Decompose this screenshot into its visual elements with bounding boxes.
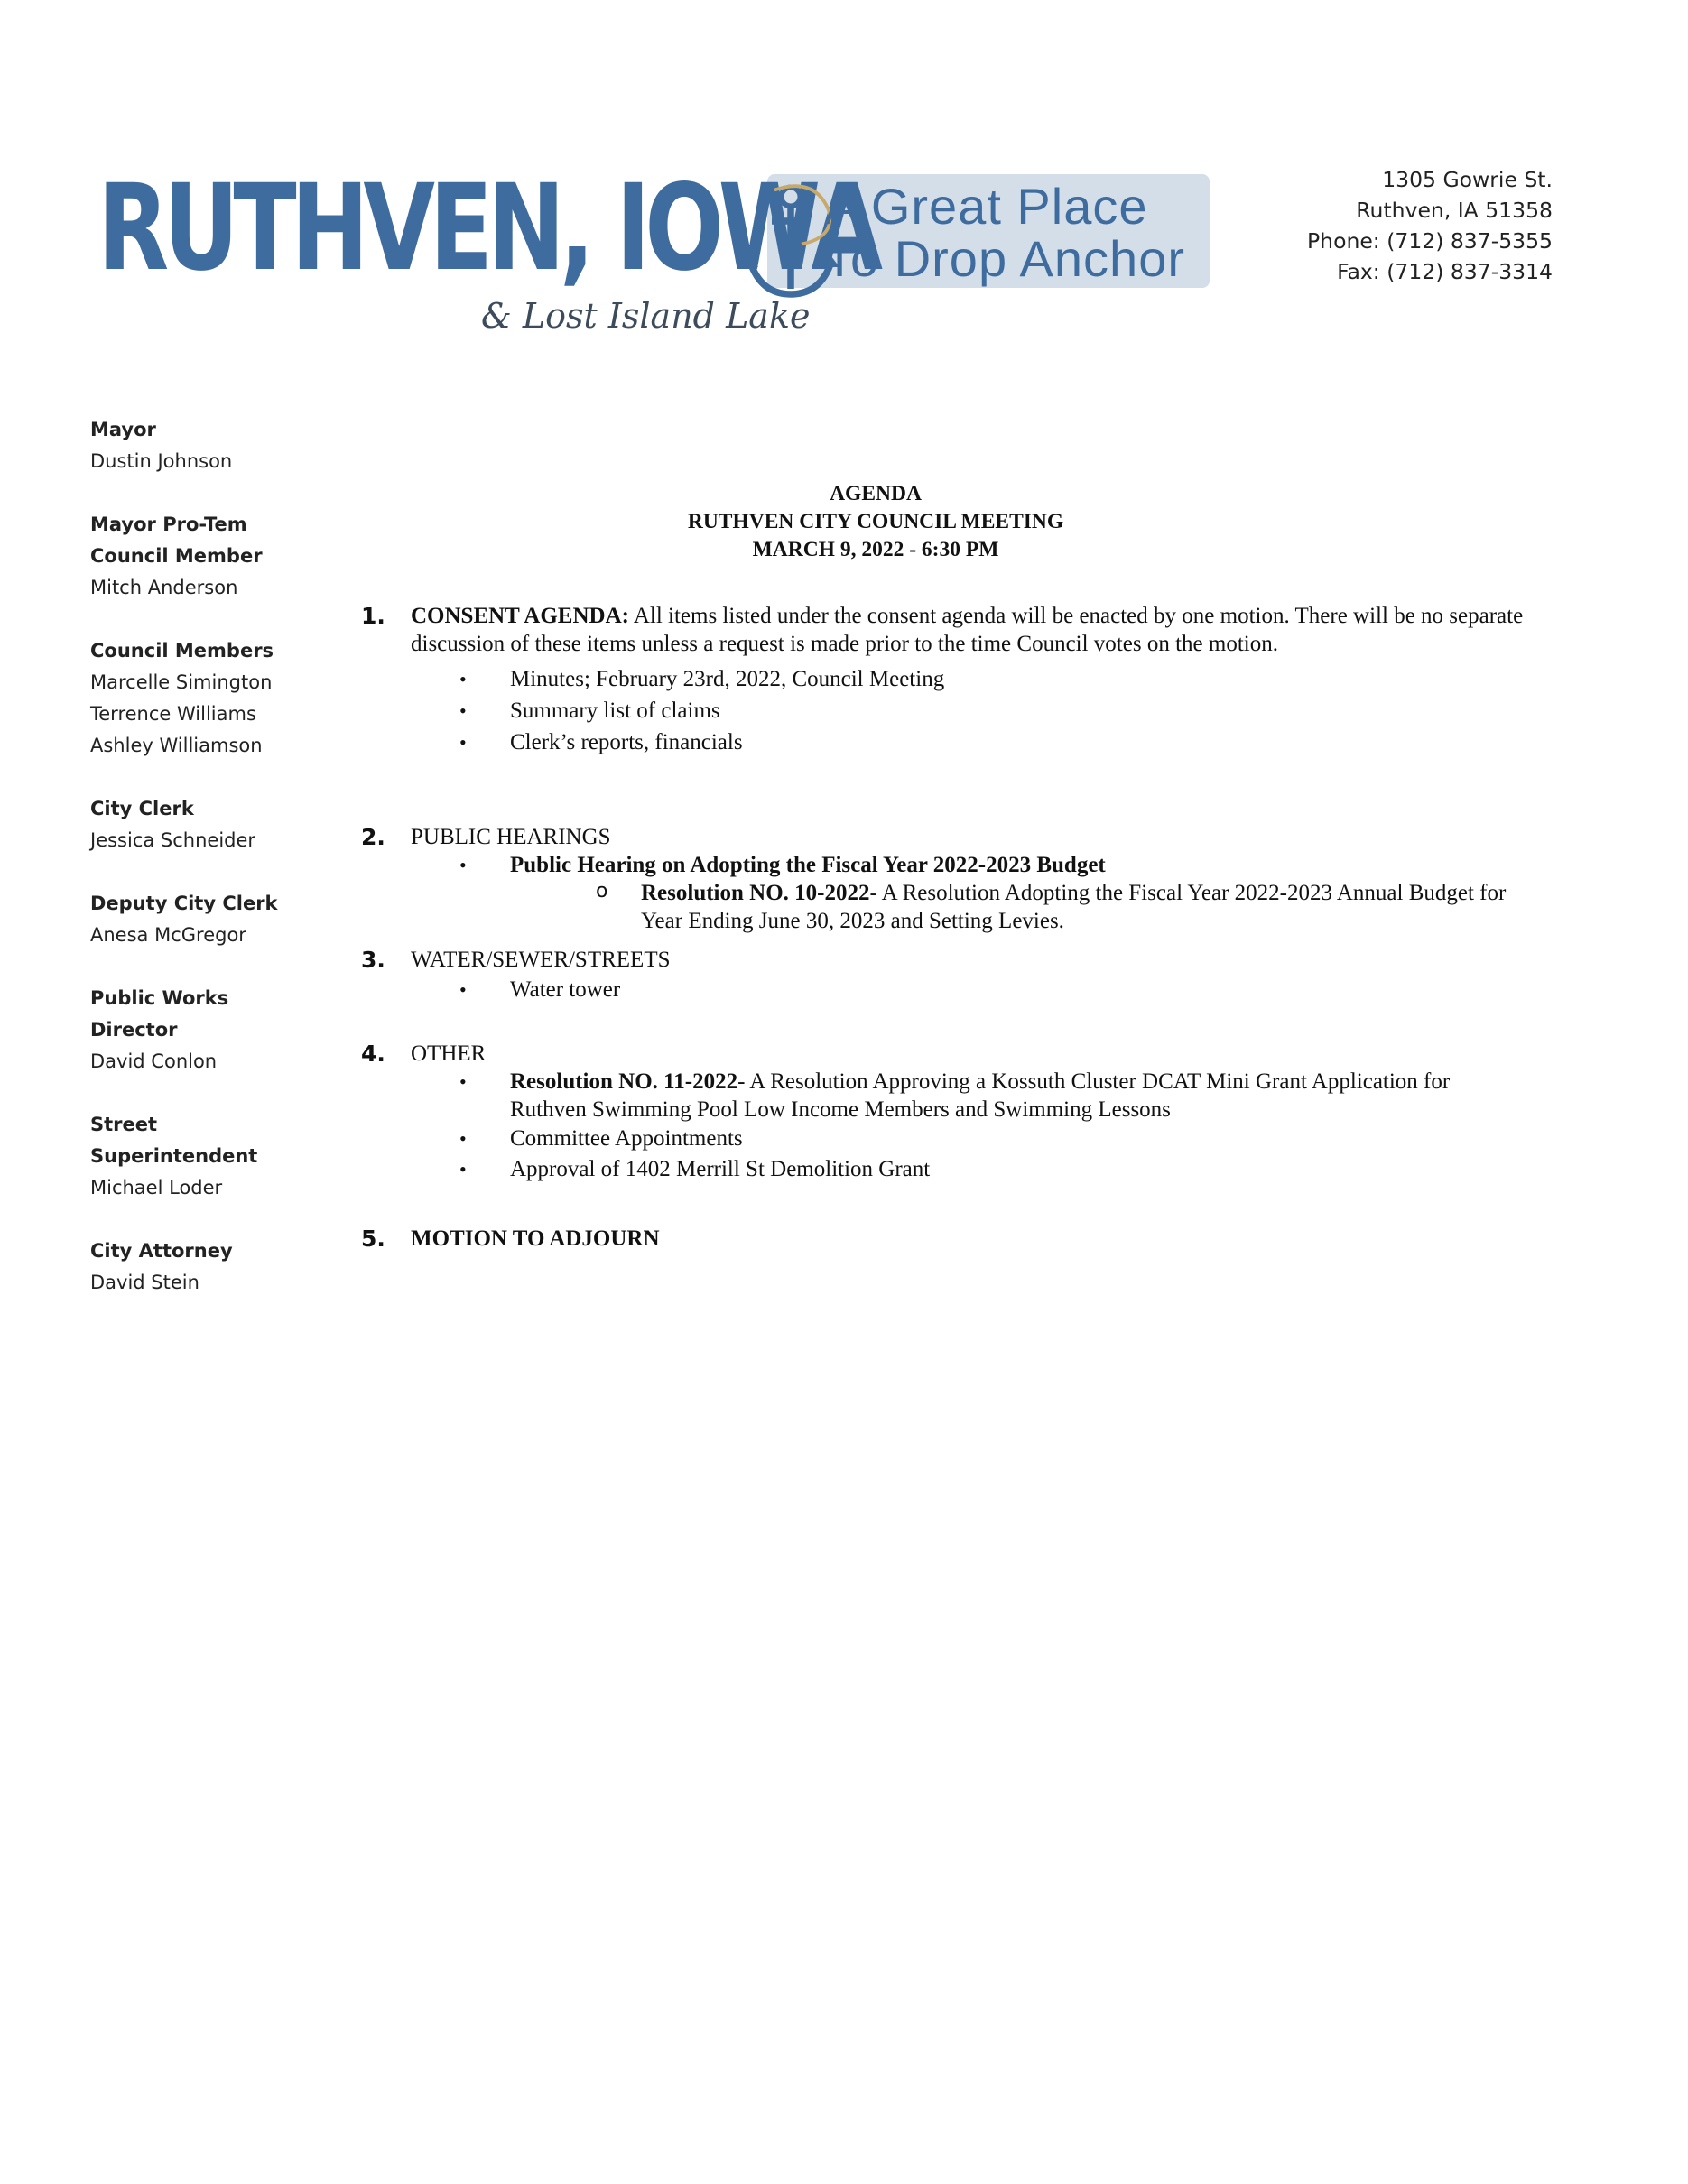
sidebar-title: Council Members bbox=[90, 640, 274, 662]
list-item: • Minutes; February 23rd, 2022, Council Meeting bbox=[411, 663, 1526, 695]
logo-subtitle: & Lost Island Lake bbox=[481, 296, 811, 336]
resolution-number: Resolution NO. 11-2022 bbox=[510, 1069, 738, 1094]
item-title: MOTION TO ADJOURN bbox=[411, 1226, 660, 1251]
item-bullets bbox=[411, 663, 1526, 758]
sidebar-title: Council Member bbox=[90, 545, 263, 567]
meeting-name: RUTHVEN CITY COUNCIL MEETING bbox=[687, 510, 1064, 533]
sidebar-title: Public Works bbox=[90, 987, 229, 1009]
list-item: • Committee Appointments bbox=[411, 1124, 1526, 1154]
list-item: • Approval of 1402 Merrill St Demolition Grant bbox=[411, 1154, 1526, 1185]
resolution-text: - A Resolution Approving a Kossuth Cluster DCAT Mini Grant Application for Ruthven Swimming Pool Low Income Members and Swimming Lessons bbox=[510, 1069, 1451, 1122]
sidebar-title: Mayor Pro-Tem bbox=[90, 514, 247, 535]
list-item bbox=[411, 851, 1526, 935]
item-bullets bbox=[411, 974, 1526, 1005]
sidebar-group-pro-tem bbox=[90, 509, 307, 604]
sidebar-group-attorney bbox=[90, 1235, 307, 1299]
agenda-item-4 bbox=[361, 1040, 1526, 1185]
sidebar-name: Dustin Johnson bbox=[90, 450, 233, 472]
address-fax: Fax: (712) 837-3314 bbox=[1337, 259, 1553, 284]
city-address-block bbox=[1307, 164, 1553, 287]
list-item: • Clerk’s reports, financials bbox=[411, 726, 1526, 758]
item-title: OTHER bbox=[411, 1041, 487, 1066]
address-city: Ruthven, IA 51358 bbox=[1356, 198, 1553, 223]
sidebar-group-clerk bbox=[90, 793, 307, 856]
logo-title: RUTHVEN, IOWA bbox=[97, 159, 877, 298]
agenda-item-5 bbox=[361, 1225, 1526, 1253]
logo-tagline-line-2: To Drop Anchor bbox=[824, 230, 1185, 287]
logo-tagline-line-1: A Great Place bbox=[824, 178, 1148, 235]
sidebar-name: David Stein bbox=[90, 1272, 199, 1293]
officials-sidebar bbox=[90, 414, 307, 1330]
sidebar-group-council bbox=[90, 635, 307, 762]
item-number: 3. bbox=[361, 947, 385, 973]
sidebar-name: Marcelle Simington bbox=[90, 671, 273, 693]
sidebar-group-street bbox=[90, 1109, 307, 1204]
item-title: CONSENT AGENDA: bbox=[411, 604, 629, 628]
agenda-title: AGENDA bbox=[830, 482, 922, 505]
list-item-bold: Public Hearing on Adopting the Fiscal Year 2022-2023 Budget bbox=[510, 853, 1106, 877]
sidebar-name: Ashley Williamson bbox=[90, 735, 263, 756]
item-number: 4. bbox=[361, 1041, 385, 1067]
item-title: PUBLIC HEARINGS bbox=[411, 825, 611, 849]
city-logo bbox=[97, 161, 1226, 341]
sub-bullets bbox=[411, 879, 1526, 935]
item-title: WATER/SEWER/STREETS bbox=[411, 948, 671, 972]
sidebar-name: Michael Loder bbox=[90, 1177, 223, 1198]
sidebar-group-mayor bbox=[90, 414, 307, 477]
sidebar-group-public-works bbox=[90, 983, 307, 1078]
sidebar-title: Deputy City Clerk bbox=[90, 893, 278, 914]
item-bullets bbox=[411, 1068, 1526, 1185]
sidebar-name: Terrence Williams bbox=[90, 703, 256, 725]
item-description: All items listed under the consent agenda will be enacted by one motion. There will be no separate discussion of these items unless a request is made prior to the time Council votes on the motion. bbox=[411, 604, 1524, 656]
sidebar-title: Superintendent bbox=[90, 1145, 258, 1167]
list-item: • Summary list of claims bbox=[411, 695, 1526, 726]
list-item: • Water tower bbox=[411, 974, 1526, 1005]
sidebar-name: Anesa McGregor bbox=[90, 924, 246, 946]
sidebar-title: Mayor bbox=[90, 419, 156, 440]
item-number: 1. bbox=[361, 603, 385, 629]
sidebar-name: David Conlon bbox=[90, 1050, 218, 1072]
sidebar-name: Mitch Anderson bbox=[90, 577, 238, 598]
sub-list-item bbox=[411, 879, 1526, 935]
address-phone: Phone: (712) 837-5355 bbox=[1307, 228, 1553, 254]
sidebar-title: City Attorney bbox=[90, 1240, 233, 1262]
meeting-date: MARCH 9, 2022 - 6:30 PM bbox=[752, 538, 999, 561]
agenda-heading bbox=[451, 480, 1300, 564]
sidebar-title: City Clerk bbox=[90, 798, 194, 819]
list-item bbox=[411, 1068, 1526, 1124]
sidebar-title: Director bbox=[90, 1019, 178, 1041]
item-number: 2. bbox=[361, 824, 385, 850]
resolution-text: - A Resolution Adopting the Fiscal Year 2022-2023 Annual Budget for Year Ending June 30, 2023 and Setting Levies. bbox=[641, 881, 1507, 933]
sidebar-name: Jessica Schneider bbox=[90, 829, 256, 851]
item-bullets bbox=[411, 851, 1526, 935]
resolution-number: Resolution NO. 10-2022 bbox=[641, 881, 870, 905]
agenda-item-1 bbox=[361, 602, 1526, 758]
item-number: 5. bbox=[361, 1226, 385, 1252]
sidebar-group-deputy-clerk bbox=[90, 888, 307, 951]
agenda-item-3 bbox=[361, 946, 1526, 1005]
sidebar-title: Street bbox=[90, 1114, 158, 1135]
address-street: 1305 Gowrie St. bbox=[1382, 167, 1553, 192]
agenda-item-2 bbox=[361, 823, 1526, 935]
